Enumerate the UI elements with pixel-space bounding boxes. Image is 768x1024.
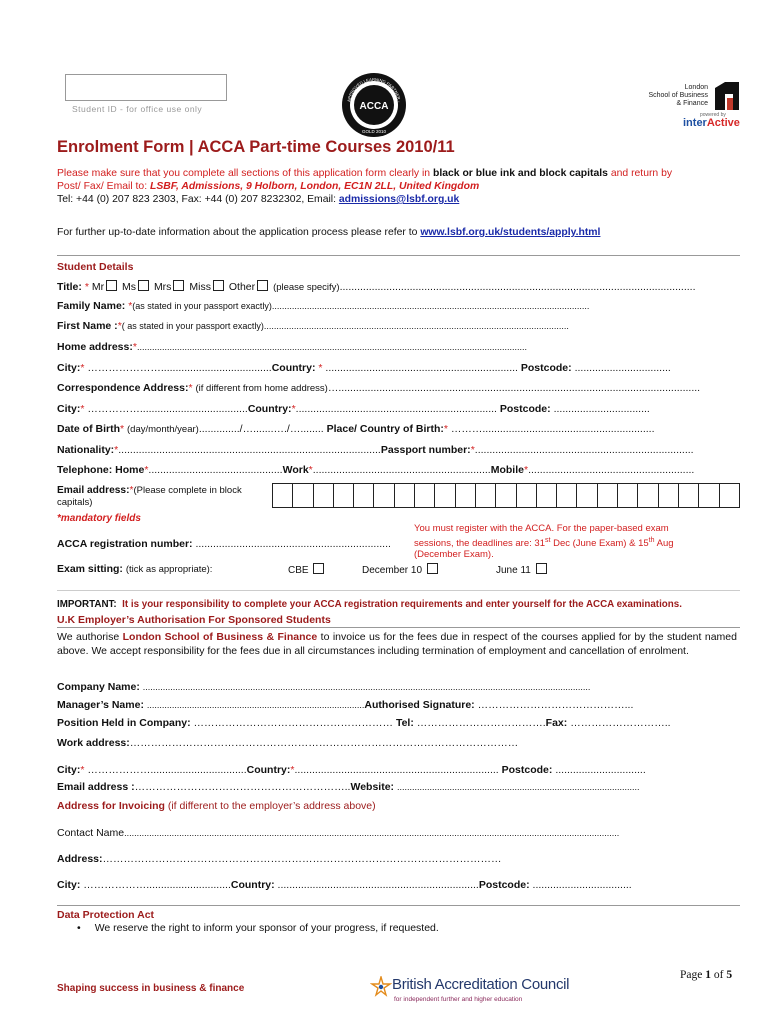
footer-tagline: Shaping success in business & finance bbox=[57, 983, 245, 994]
page-number bbox=[680, 969, 732, 981]
employer-city-label: City: bbox=[57, 764, 81, 776]
acca-ring-bottom: GOLD 2010 bbox=[361, 129, 387, 134]
divider bbox=[57, 255, 740, 256]
title-option-ms[interactable] bbox=[122, 281, 151, 293]
acca-reg-label: ACCA registration number: bbox=[57, 538, 193, 550]
info-text: For further up-to-date information about the application process please refer to bbox=[57, 227, 421, 238]
corr-city-field[interactable]: ……………..................................... bbox=[87, 403, 248, 415]
corr-postcode-label: Postcode: bbox=[499, 403, 551, 415]
passport-field[interactable]: ........................................................................... bbox=[474, 444, 694, 456]
email-char-box[interactable] bbox=[638, 484, 658, 507]
employer-email-field[interactable]: …………………………………………………….. bbox=[134, 781, 351, 793]
email-char-box[interactable] bbox=[415, 484, 435, 507]
required-star: * bbox=[117, 320, 122, 332]
page-number-current: 1 bbox=[705, 969, 711, 981]
required-star: * bbox=[188, 382, 193, 394]
tel-home-field[interactable]: .............................................. bbox=[148, 464, 283, 476]
exam-dec-label: December 10 bbox=[362, 565, 423, 576]
page-number-prefix: Page bbox=[680, 969, 706, 981]
acca-note-line2 bbox=[414, 535, 724, 550]
title-mr-label: Mr bbox=[91, 281, 105, 293]
email-char-box[interactable] bbox=[598, 484, 618, 507]
title-mrs-label: Mrs bbox=[153, 281, 172, 293]
home-address-row bbox=[57, 341, 527, 353]
title-option-mr[interactable] bbox=[92, 281, 119, 293]
employer-para-a: We authorise bbox=[57, 631, 123, 643]
corr-city-row bbox=[57, 403, 650, 415]
required-star: * bbox=[129, 485, 134, 496]
exam-option-dec[interactable] bbox=[362, 563, 440, 576]
intro-emphasis: black or blue ink and block capitals bbox=[432, 168, 608, 179]
first-name-field[interactable]: .......................................................................................................................... bbox=[263, 321, 569, 331]
home-address-field[interactable]: ............................................................................................................................................................ bbox=[136, 342, 528, 352]
required-star: * bbox=[114, 444, 119, 456]
page-number-of: of bbox=[710, 969, 727, 981]
email-char-box[interactable] bbox=[314, 484, 334, 507]
email-char-box[interactable] bbox=[679, 484, 699, 507]
email-char-box[interactable] bbox=[699, 484, 719, 507]
title-ms-label: Ms bbox=[122, 281, 137, 293]
dob-note: (day/month/year) bbox=[127, 424, 199, 435]
school-name-line2: School of Business bbox=[648, 92, 708, 99]
employer-city-row bbox=[57, 764, 646, 776]
employer-city-field[interactable]: ………………................................. bbox=[87, 764, 247, 776]
nationality-label: Nationality: bbox=[57, 444, 115, 456]
contact-name-row bbox=[57, 827, 619, 839]
work-address-label: Work address: bbox=[57, 737, 130, 749]
employer-fax-label: Fax: bbox=[545, 717, 568, 729]
employer-para-school: London School of Business & Finance bbox=[122, 631, 318, 643]
acca-badge-text: ACCA bbox=[359, 101, 389, 112]
data-protection-heading: Data Protection Act bbox=[57, 909, 155, 921]
bac-name: British Accreditation Council bbox=[392, 976, 570, 993]
title-miss-label: Miss bbox=[189, 281, 211, 293]
school-name-line1: London bbox=[684, 84, 708, 91]
mandatory-note: *mandatory fields bbox=[57, 513, 141, 524]
employer-tel-label: Tel: bbox=[395, 717, 414, 729]
city-field[interactable]: …………………...................................... bbox=[87, 362, 272, 374]
company-name-row bbox=[57, 681, 590, 693]
acca-deadline-note bbox=[414, 523, 724, 561]
checkbox-ms[interactable] bbox=[138, 280, 149, 291]
required-star: * bbox=[120, 423, 125, 435]
email-char-box[interactable] bbox=[496, 484, 516, 507]
required-star: * bbox=[144, 464, 149, 476]
city-label: City: bbox=[57, 362, 81, 374]
required-star: * bbox=[132, 341, 137, 353]
position-label: Position Held in Company: bbox=[57, 717, 191, 729]
required-star: * bbox=[523, 464, 529, 476]
employer-email-row bbox=[57, 781, 640, 793]
family-name-row bbox=[57, 300, 589, 312]
authorised-signature-label: Authorised Signature: bbox=[364, 699, 475, 711]
employer-para-c: to invoice us for the fees due in respect of the courses applied for by the student named above. We accept responsibility for the fees due in all circumstances including termination of employment and cancellation of enrolment. bbox=[57, 631, 737, 657]
company-name-label: Company Name: bbox=[57, 681, 140, 693]
postcode-field[interactable]: ................................. bbox=[574, 362, 671, 374]
title-other-field[interactable]: .......................................................................................................................... bbox=[339, 281, 696, 293]
email-label-block bbox=[57, 485, 272, 509]
important-note bbox=[57, 599, 682, 610]
tel-work-field[interactable]: ............................................................. bbox=[312, 464, 491, 476]
email-char-box[interactable] bbox=[537, 484, 557, 507]
school-name-line3: & Finance bbox=[676, 100, 708, 107]
email-char-box[interactable] bbox=[456, 484, 476, 507]
school-name bbox=[630, 84, 708, 108]
place-of-birth-field[interactable]: ………........................................................... bbox=[450, 423, 655, 435]
first-name-row bbox=[57, 320, 569, 332]
checkbox-jun[interactable] bbox=[536, 563, 547, 574]
divider bbox=[57, 627, 740, 628]
acca-note-2-th: th bbox=[648, 536, 655, 544]
exam-sitting-note: (tick as appropriate): bbox=[125, 564, 213, 575]
email-char-box[interactable] bbox=[395, 484, 415, 507]
corr-address-row bbox=[57, 382, 700, 394]
required-star: * bbox=[290, 764, 295, 776]
position-row bbox=[57, 717, 671, 729]
email-char-box[interactable] bbox=[720, 484, 739, 507]
email-label: Email address: bbox=[57, 485, 130, 496]
employer-website-field[interactable]: ................................................................................................. bbox=[396, 782, 640, 792]
intro-block bbox=[57, 167, 747, 206]
lsbf-logo-icon bbox=[713, 80, 741, 112]
required-star: * bbox=[291, 403, 296, 415]
work-address-row bbox=[57, 737, 518, 749]
city-row bbox=[57, 362, 671, 374]
section-student-details: Student Details bbox=[57, 261, 134, 273]
invoice-address-field[interactable]: …………………………………………………………………………………………………… bbox=[102, 853, 502, 865]
acca-note-2c: Aug bbox=[654, 537, 674, 549]
acca-reg-row bbox=[57, 538, 391, 550]
email-char-box[interactable] bbox=[334, 484, 354, 507]
title-row bbox=[57, 280, 696, 293]
email-note: (Please complete in block capitals) bbox=[57, 485, 242, 508]
email-char-box[interactable] bbox=[517, 484, 537, 507]
acca-note-2b: Dec (June Exam) & 15 bbox=[550, 537, 649, 549]
employer-country-label: Country: bbox=[246, 764, 291, 776]
passport-label: Passport number: bbox=[380, 444, 471, 456]
important-text: It is your responsibility to complete your ACCA registration requirements and enter yourself for the ACCA examinations. bbox=[122, 599, 682, 610]
email-char-box[interactable] bbox=[273, 484, 293, 507]
invoicing-heading bbox=[57, 800, 376, 812]
checkbox-other[interactable] bbox=[257, 280, 268, 291]
required-star: * bbox=[80, 764, 85, 776]
bac-logo bbox=[370, 974, 590, 1010]
employer-country-field[interactable]: ...................................................................... bbox=[294, 764, 499, 776]
acca-note-line3: (December Exam). bbox=[414, 549, 494, 561]
nationality-field[interactable]: .......................................................................................... bbox=[118, 444, 381, 456]
dob-label: Date of Birth bbox=[57, 423, 120, 435]
checkbox-mrs[interactable] bbox=[173, 280, 184, 291]
intro-address: LSBF, Admissions, 9 Holborn, London, EC1N 2LL, United Kingdom bbox=[149, 181, 480, 192]
corr-postcode-field[interactable]: ................................. bbox=[553, 403, 650, 415]
title-other-note: (please specify) bbox=[273, 282, 340, 293]
email-char-box[interactable] bbox=[293, 484, 313, 507]
student-id-box[interactable] bbox=[65, 74, 227, 101]
required-star: * bbox=[443, 423, 448, 435]
mobile-label: Mobile bbox=[490, 464, 524, 476]
position-field[interactable]: ………………………………………………… bbox=[193, 717, 394, 729]
checkbox-mr[interactable] bbox=[106, 280, 117, 291]
dob-row bbox=[57, 423, 655, 435]
employer-fax-field[interactable]: ……………………….. bbox=[570, 717, 671, 729]
page-title: Enrolment Form | ACCA Part-time Courses 2010/11 bbox=[57, 138, 455, 156]
required-star: * bbox=[84, 281, 89, 293]
corr-address-field[interactable]: …............................................................................................................................ bbox=[327, 382, 701, 394]
required-star: * bbox=[80, 362, 85, 374]
employer-website-label: Website: bbox=[350, 781, 395, 793]
invoice-address-label: Address: bbox=[57, 853, 103, 865]
home-address-label: Home address: bbox=[57, 341, 133, 353]
authorised-signature-field[interactable]: ……………………………………... bbox=[477, 699, 634, 711]
interactive-logo bbox=[683, 117, 740, 129]
invoicing-label: Address for Invoicing bbox=[57, 800, 165, 812]
company-name-field[interactable]: ................................................................................................................................................................................... bbox=[142, 682, 591, 692]
powered-by: powered by bbox=[700, 112, 726, 118]
data-protection-text: We reserve the right to inform your sponsor of your progress, if requested. bbox=[94, 922, 439, 934]
invoice-city-row bbox=[57, 879, 632, 891]
intro-contact: Tel: +44 (0) 207 823 2303, Fax: +44 (0) 207 8232302, Email: bbox=[57, 194, 339, 205]
invoice-address-row bbox=[57, 853, 502, 865]
family-name-label: Family Name: bbox=[57, 300, 126, 312]
telephone-row bbox=[57, 464, 694, 476]
nationality-row bbox=[57, 444, 694, 456]
email-char-boxes[interactable] bbox=[272, 483, 740, 508]
info-line bbox=[57, 227, 600, 238]
divider bbox=[57, 590, 740, 591]
required-star: * bbox=[308, 464, 313, 476]
family-name-field[interactable]: ............................................................................................................................... bbox=[271, 301, 590, 311]
checkbox-dec[interactable] bbox=[427, 563, 438, 574]
intro-return-label: Post/ Fax/ Email to: bbox=[57, 181, 150, 192]
employer-tel-field[interactable]: ………………………………. bbox=[416, 717, 546, 729]
title-option-other[interactable] bbox=[229, 281, 270, 293]
email-char-box[interactable] bbox=[354, 484, 374, 507]
section-employer: U.K Employer’s Authorisation For Sponsored Students bbox=[57, 614, 331, 626]
page-number-total: 5 bbox=[726, 969, 733, 981]
contact-name-label: Contact Name bbox=[57, 827, 125, 839]
exam-sitting-label: Exam sitting: bbox=[57, 563, 123, 575]
work-address-field[interactable]: ………………………………………………………………………………………………… bbox=[129, 737, 519, 749]
invoice-postcode-label: Postcode: bbox=[478, 879, 530, 891]
exam-option-cbe[interactable] bbox=[288, 563, 326, 576]
dob-field[interactable]: ............../….......…./…........ bbox=[198, 423, 324, 435]
title-option-miss[interactable] bbox=[189, 281, 226, 293]
important-label: IMPORTANT: bbox=[57, 599, 117, 610]
acca-note-line1: You must register with the ACCA. For the paper-based exam bbox=[414, 523, 669, 534]
acca-badge bbox=[341, 72, 407, 138]
first-name-label: First Name : bbox=[57, 320, 118, 332]
interactive-logo-part1: inter bbox=[683, 117, 707, 129]
divider bbox=[57, 905, 740, 906]
contact-name-field[interactable]: ...................................................................................................................................................................................................... bbox=[124, 828, 620, 838]
apply-link[interactable]: www.lsbf.org.uk/students/apply.html bbox=[420, 227, 601, 238]
bullet-icon: • bbox=[77, 922, 81, 934]
employer-postcode-field[interactable]: ............................... bbox=[555, 764, 646, 776]
required-star: * bbox=[318, 362, 323, 374]
bac-tagline: for independent further and higher education bbox=[394, 996, 523, 1003]
corr-address-label: Correspondence Address: bbox=[57, 382, 189, 394]
email-char-box[interactable] bbox=[577, 484, 597, 507]
corr-city-label: City: bbox=[57, 403, 81, 415]
employer-paragraph bbox=[57, 631, 737, 658]
admissions-email-link[interactable]: admissions@lsbf.org.uk bbox=[338, 194, 460, 205]
tel-work-label: Work bbox=[282, 464, 309, 476]
email-char-box[interactable] bbox=[659, 484, 679, 507]
invoice-country-label: Country: bbox=[230, 879, 275, 891]
checkbox-miss[interactable] bbox=[213, 280, 224, 291]
manager-row bbox=[57, 699, 633, 711]
acca-ring-top: APPROVED LEARNING PARTNER - bbox=[346, 76, 402, 103]
exam-option-jun[interactable] bbox=[496, 563, 549, 576]
postcode-label: Postcode: bbox=[520, 362, 572, 374]
required-star: * bbox=[128, 300, 133, 312]
manager-name-label: Manager’s Name: bbox=[57, 699, 144, 711]
email-char-box[interactable] bbox=[435, 484, 455, 507]
acca-reg-field[interactable]: ................................................................... bbox=[195, 538, 391, 550]
email-char-box[interactable] bbox=[374, 484, 394, 507]
required-star: * bbox=[470, 444, 475, 456]
employer-postcode-label: Postcode: bbox=[501, 764, 553, 776]
invoice-country-field[interactable]: ..................................................................... bbox=[277, 879, 479, 891]
corr-country-label: Country: bbox=[247, 403, 292, 415]
exam-jun-label: June 11 bbox=[496, 565, 531, 576]
data-protection-bullet bbox=[77, 922, 439, 934]
interactive-logo-part2: Active bbox=[706, 117, 740, 129]
corr-address-note: (if different from home address) bbox=[195, 383, 328, 394]
email-char-box[interactable] bbox=[476, 484, 496, 507]
invoice-city-field[interactable]: ………………............................. bbox=[83, 879, 231, 891]
exam-sitting-row bbox=[57, 563, 212, 575]
title-other-label: Other bbox=[228, 281, 256, 293]
country-label: Country: bbox=[271, 362, 316, 374]
bac-star-icon bbox=[370, 976, 392, 1000]
mobile-field[interactable]: ......................................................... bbox=[528, 464, 695, 476]
student-id-caption: Student ID - for office use only bbox=[72, 104, 203, 114]
acca-note-2a: sessions, the deadlines are: 31 bbox=[414, 537, 545, 549]
invoice-postcode-field[interactable]: .................................. bbox=[532, 879, 632, 891]
intro-text-a: Please make sure that you complete all sections of this application form clearly in bbox=[57, 168, 433, 179]
title-option-mrs[interactable] bbox=[154, 281, 187, 293]
intro-text-c: and return by bbox=[607, 168, 673, 179]
place-of-birth-label: Place/ Country of Birth: bbox=[326, 423, 444, 435]
manager-name-field[interactable]: ....................................................................................... bbox=[146, 700, 365, 710]
checkbox-cbe[interactable] bbox=[313, 563, 324, 574]
corr-country-field[interactable]: ..................................................................... bbox=[295, 403, 497, 415]
country-field[interactable]: .................................................................. bbox=[325, 362, 518, 374]
email-char-box[interactable] bbox=[618, 484, 638, 507]
title-label: Title: bbox=[57, 281, 82, 293]
tel-home-label: Telephone: Home bbox=[57, 464, 145, 476]
employer-email-label: Email address : bbox=[57, 781, 135, 793]
family-name-note: (as stated in your passport exactly) bbox=[132, 301, 272, 311]
required-star: * bbox=[80, 403, 85, 415]
invoice-city-label: City: bbox=[57, 879, 81, 891]
invoicing-note: (if different to the employer’s address above) bbox=[164, 800, 376, 812]
email-char-box[interactable] bbox=[557, 484, 577, 507]
first-name-note: ( as stated in your passport exactly) bbox=[121, 321, 264, 331]
acca-note-2-st: st bbox=[544, 536, 551, 544]
exam-cbe-label: CBE bbox=[288, 565, 309, 576]
